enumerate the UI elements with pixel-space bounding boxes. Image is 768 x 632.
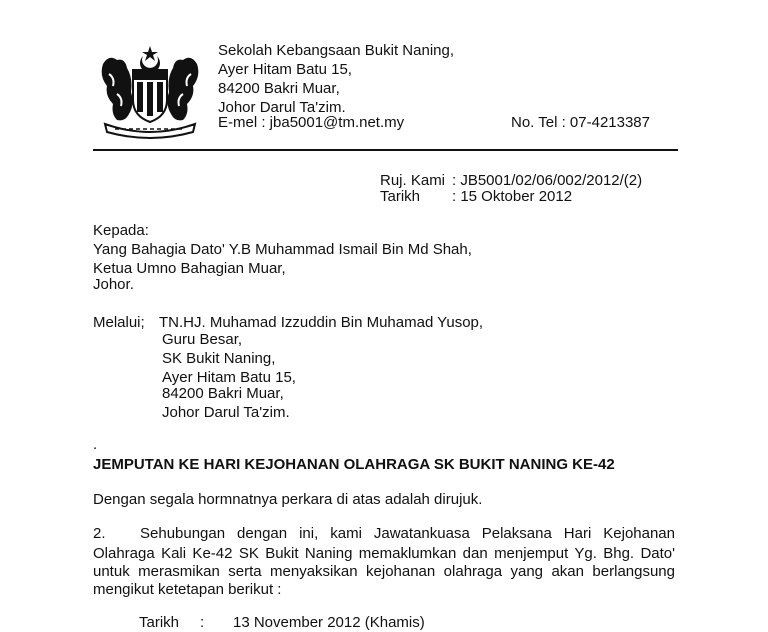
- stray-dot: .: [93, 436, 98, 453]
- recipient-line: Johor.: [93, 276, 134, 293]
- school-state-line: Johor Darul Ta'zim.: [218, 99, 346, 116]
- school-phone: No. Tel : 07-4213387: [511, 114, 650, 131]
- letter-date-value: : 15 Oktober 2012: [452, 188, 573, 205]
- recipient-line: Ketua Umno Bahagian Muar,: [93, 260, 286, 277]
- letter-date-label: Tarikh: [380, 188, 421, 205]
- school-email: E-mel : jba5001@tm.net.my: [218, 114, 405, 131]
- via-line: Ayer Hitam Batu 15,: [162, 369, 296, 386]
- event-date-value: 13 November 2012 (Khamis): [233, 614, 425, 631]
- via-line: 84200 Bakri Muar,: [162, 385, 284, 402]
- reference-label: Ruj. Kami: [380, 172, 446, 189]
- via-label: Melalui;: [93, 314, 145, 331]
- reference-value: : JB5001/02/06/002/2012/(2): [452, 172, 643, 189]
- via-line: SK Bukit Naning,: [162, 350, 276, 367]
- body-paragraph-2-line: untuk merasmikan serta menyaksikan kejohanan olahraga yang akan berlangsung: [93, 563, 675, 580]
- via-line: Johor Darul Ta'zim.: [162, 404, 290, 421]
- recipient-line: Yang Bahagia Dato' Y.B Muhammad Ismail Bin Md Shah,: [93, 241, 472, 258]
- school-name-line: Sekolah Kebangsaan Bukit Naning,: [218, 42, 455, 59]
- header-divider: [93, 149, 678, 151]
- via-first-line: TN.HJ. Muhamad Izzuddin Bin Muhamad Yusop,: [159, 314, 484, 331]
- body-paragraph-1: Dengan segala hormnatnya perkara di atas adalah dirujuk.: [93, 491, 483, 508]
- via-line: Guru Besar,: [162, 331, 243, 348]
- event-date-label: Tarikh: [139, 614, 180, 631]
- body-paragraph-2-line: Olahraga Kali Ke-42 SK Bukit Naning memaklumkan dan menjemput Yg. Bhg. Dato': [93, 545, 675, 562]
- coat-of-arms-logo: [95, 44, 205, 140]
- school-postcode-line: 84200 Bakri Muar,: [218, 80, 340, 97]
- paragraph-number: 2.: [93, 525, 106, 542]
- body-paragraph-2-line: mengikut ketetapan berikut :: [93, 581, 282, 598]
- body-paragraph-2-line: Sehubungan dengan ini, kami Jawatankuasa Pelaksana Hari Kejohanan: [140, 525, 675, 542]
- school-address-line: Ayer Hitam Batu 15,: [218, 61, 352, 78]
- event-date-colon: :: [200, 614, 205, 631]
- letter-subject: JEMPUTAN KE HARI KEJOHANAN OLAHRAGA SK BUKIT NANING KE-42: [93, 456, 615, 473]
- recipient-label: Kepada:: [93, 222, 149, 239]
